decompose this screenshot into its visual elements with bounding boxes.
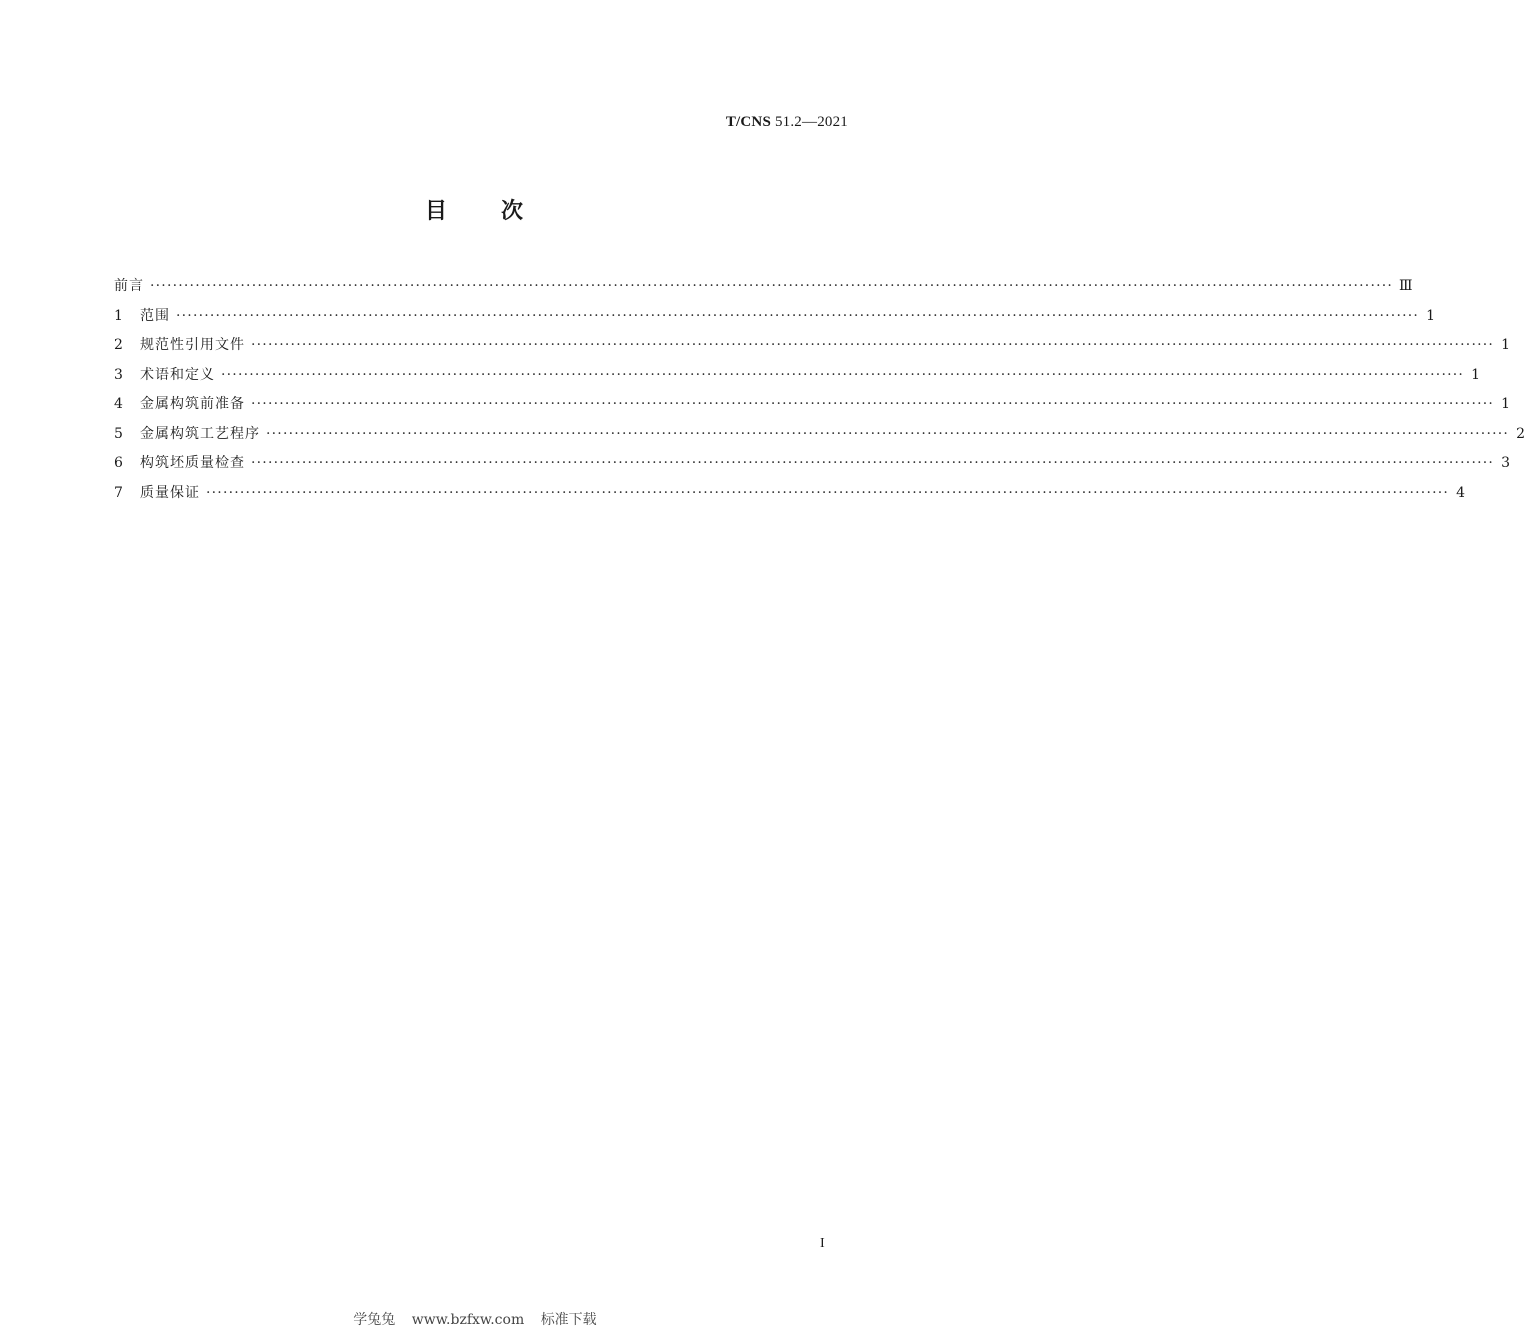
- toc-entry-quality-assurance[interactable]: [114, 479, 1466, 509]
- toc-leader-dots: ····························································································································································································································: [150, 278, 1394, 294]
- toc-entry-number: 3: [114, 366, 123, 383]
- toc-entry-number: 1: [114, 307, 123, 324]
- toc-entry-number: 4: [114, 396, 123, 412]
- toc-entry-page: 4: [1456, 484, 1466, 501]
- toc-entry-page: 2: [1516, 425, 1525, 442]
- toc-entry-normative-references[interactable]: [114, 331, 1511, 361]
- toc-leader-dots: ····························································································································································································································: [176, 307, 1420, 324]
- toc-leader-dots: ····························································································································································································································: [251, 337, 1495, 353]
- toc-entry-number: 6: [114, 455, 123, 471]
- toc-entry-number: 5: [114, 425, 123, 442]
- toc-title: [0, 194, 950, 225]
- toc-entry-page: Ⅲ: [1399, 278, 1413, 294]
- toc-entry-label: 术语和定义: [140, 366, 215, 383]
- toc-list: [114, 272, 1525, 508]
- toc-title-part2: 次: [501, 199, 526, 224]
- toc-leader-dots: ····························································································································································································································: [266, 425, 1510, 442]
- toc-entry-foreword[interactable]: [114, 272, 1413, 302]
- toc-entry-label: 金属构筑工艺程序: [140, 425, 260, 442]
- toc-entry-label: 范围: [140, 307, 170, 324]
- toc-entry-quality-inspection[interactable]: [114, 449, 1511, 479]
- standard-code: [726, 114, 848, 131]
- toc-entry-label: 构筑坯质量检查: [140, 455, 245, 471]
- toc-entry-label: 规范性引用文件: [140, 337, 245, 353]
- toc-entry-page: 1: [1426, 307, 1436, 324]
- footer-tagline: 标准下载: [540, 1312, 597, 1328]
- page-number: I: [820, 1236, 825, 1251]
- footer-watermark: [0, 1309, 950, 1329]
- toc-entry-scope[interactable]: [114, 302, 1436, 332]
- standard-code-number: 51.2—2021: [771, 114, 848, 130]
- toc-entry-label: 前言: [114, 278, 144, 294]
- toc-entry-page: 1: [1501, 337, 1511, 353]
- toc-title-part1: 目: [424, 199, 449, 224]
- toc-entry-page: 1: [1471, 366, 1481, 383]
- toc-leader-dots: ····························································································································································································································: [251, 396, 1495, 412]
- toc-entry-page: 3: [1501, 455, 1511, 471]
- footer-site-name: 学兔兔: [353, 1312, 396, 1328]
- toc-leader-dots: ····························································································································································································································: [251, 455, 1495, 471]
- toc-entry-label: 金属构筑前准备: [140, 396, 245, 412]
- footer-site-url[interactable]: www.bzfxw.com: [411, 1312, 525, 1328]
- toc-leader-dots: ····························································································································································································································: [221, 366, 1465, 383]
- toc-entry-number: 7: [114, 484, 123, 501]
- toc-entry-process[interactable]: [114, 420, 1525, 450]
- standard-code-prefix: T/CNS: [725, 114, 771, 130]
- toc-entry-label: 质量保证: [140, 484, 200, 501]
- toc-entry-number: 2: [114, 337, 123, 353]
- toc-leader-dots: ····························································································································································································································: [206, 484, 1450, 501]
- toc-entry-preparation[interactable]: [114, 390, 1511, 420]
- toc-entry-page: 1: [1501, 396, 1511, 412]
- toc-entry-terms-definitions[interactable]: [114, 361, 1481, 391]
